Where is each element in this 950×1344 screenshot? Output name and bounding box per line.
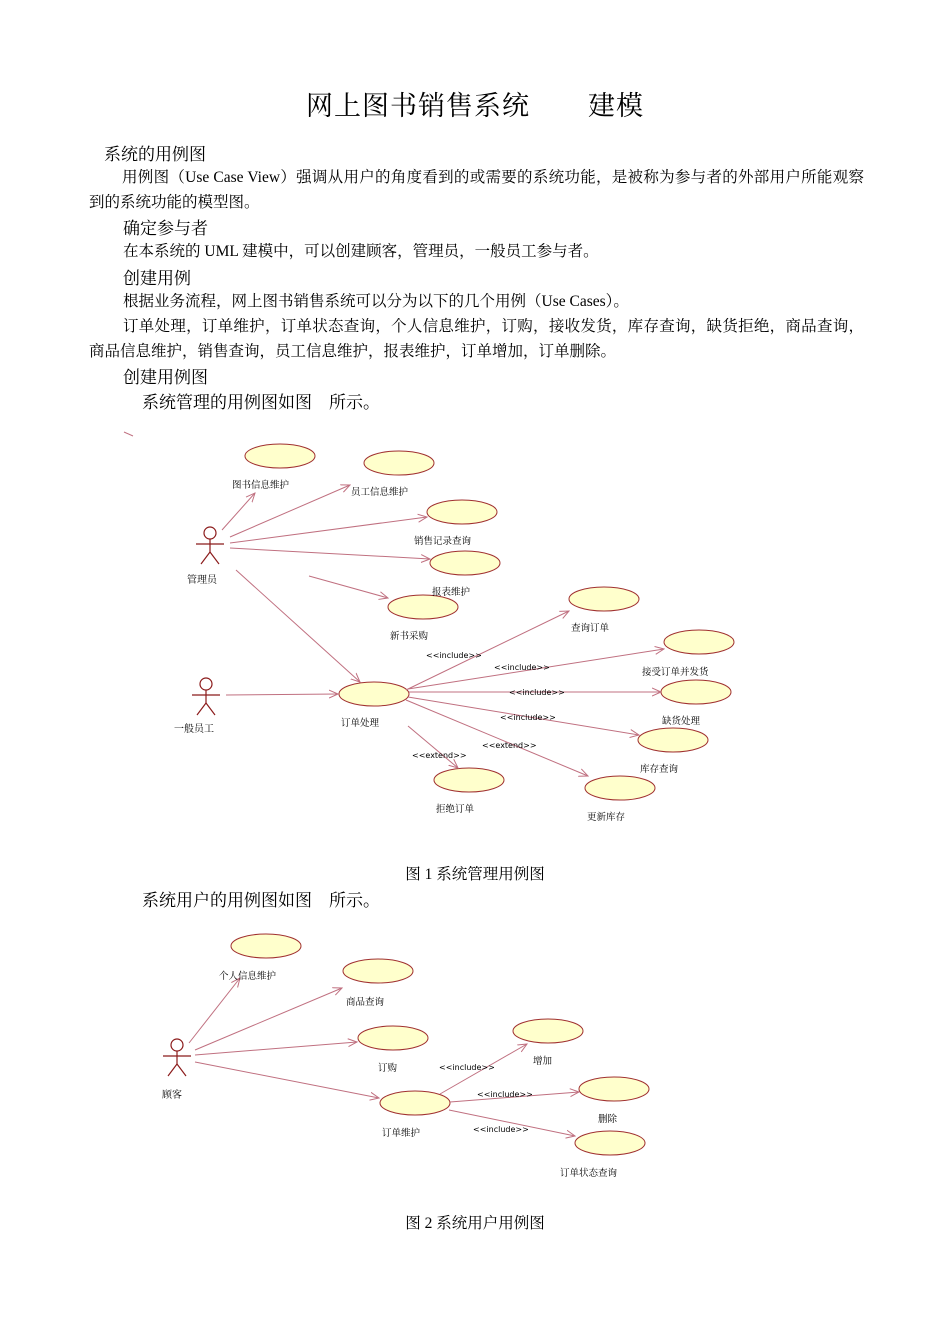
usecase-reject-order-label: 拒绝订单	[436, 804, 475, 815]
stereotype-include-2: <<include>>	[494, 663, 550, 672]
usecase-add-label: 增加	[533, 1056, 553, 1067]
actor-staff-icon	[192, 678, 220, 715]
usecases-paragraph-2: 订单处理，订单维护，订单状态查询，个人信息维护，订购，接收发货，库存查询，缺货拒绝，商品查询，商品信息维护，销售查询，员工信息维护，报表维护，订单增加，订单删除。	[89, 318, 864, 360]
usecase-order-process-label: 订单处理	[341, 718, 380, 729]
actors-paragraph: 在本系统的 UML 建模中，可以创建顾客，管理员，一般员工参与者。	[123, 243, 599, 260]
stereotype-include-1: <<include>>	[426, 651, 482, 660]
actor-admin-icon	[196, 527, 224, 564]
usecase-update-stock	[585, 776, 655, 800]
usecase-shortage-label: 缺货处理	[662, 716, 701, 727]
usecase-accept-ship-label: 接受订单并发货	[642, 667, 709, 678]
usecase-query-order-label: 查询订单	[571, 623, 610, 634]
usecase-product-query-label: 商品查询	[346, 997, 385, 1008]
figure1-caption: 图 1 系统管理用例图	[405, 866, 545, 883]
usecase-sales-query-label: 销售记录查询	[414, 536, 472, 547]
figure2-caption: 图 2 系统用户用例图	[405, 1215, 545, 1232]
usecase-stock-query-label: 库存查询	[640, 764, 679, 775]
stereotype-extend-1: <<extend>>	[482, 741, 537, 750]
usecase-add	[513, 1019, 583, 1043]
usecase-order-maint	[380, 1091, 450, 1115]
usecase-staff-info	[364, 451, 434, 475]
usecase-accept-ship	[664, 630, 734, 654]
usecase-delete-label: 删除	[598, 1114, 618, 1125]
usecase-report	[430, 551, 500, 575]
usecase-staff-info-label: 员工信息维护	[351, 487, 409, 498]
usecase-update-stock-label: 更新库存	[587, 812, 626, 823]
heading-actors: 确定参与者	[123, 219, 208, 239]
title-suffix: 建模	[588, 91, 644, 122]
stereotype-include-5: <<include>>	[439, 1063, 495, 1072]
usecase-query-order	[569, 587, 639, 611]
fig1-intro: 系统管理的用例图如图 所示。	[142, 393, 380, 413]
title-main: 网上图书销售系统	[306, 91, 530, 122]
stereotype-include-6: <<include>>	[477, 1090, 533, 1099]
heading-usecases: 创建用例	[123, 269, 191, 289]
usecase-report-label: 报表维护	[432, 587, 471, 598]
usecase-new-purchase	[388, 595, 458, 619]
heading-use-case-diagram: 系统的用例图	[104, 145, 206, 165]
usecase-order-status-label: 订单状态查询	[560, 1168, 618, 1179]
heading-diagram: 创建用例图	[123, 368, 208, 388]
actor-customer-icon	[163, 1039, 191, 1076]
usecase-stock-query	[638, 728, 708, 752]
usecase-shortage	[661, 680, 731, 704]
fig2-intro: 系统用户的用例图如图 所示。	[142, 891, 380, 911]
usecase-order-process	[339, 682, 409, 706]
stereotype-include-7: <<include>>	[473, 1125, 529, 1134]
actor-customer-label: 顾客	[162, 1090, 182, 1101]
stereotype-extend-2: <<extend>>	[412, 751, 467, 760]
usecase-order	[358, 1026, 428, 1050]
usecase-personal-info	[231, 934, 301, 958]
usecase-book-info	[245, 444, 315, 468]
actor-staff-label: 一般员工	[174, 724, 214, 735]
usecase-new-purchase-label: 新书采购	[390, 631, 429, 642]
usecase-product-query	[343, 959, 413, 983]
usecase-delete	[579, 1077, 649, 1101]
usecase-book-info-label: 图书信息维护	[232, 480, 290, 491]
usecase-order-label: 订购	[378, 1063, 398, 1074]
usecase-reject-order	[434, 768, 504, 792]
intro-paragraph: 用例图（Use Case View）强调从用户的角度看到的或需要的系统功能，是被称为参与者的外部用户所能观察到的系统功能的模型图。	[89, 169, 864, 211]
usecases-paragraph-1: 根据业务流程，网上图书销售系统可以分为以下的几个用例（Use Cases）。	[123, 293, 629, 310]
usecase-sales-query	[427, 500, 497, 524]
actor-admin-label: 管理员	[187, 575, 217, 586]
stereotype-include-3: <<include>>	[509, 688, 565, 697]
usecase-personal-info-label: 个人信息维护	[219, 971, 277, 982]
stereotype-include-4: <<include>>	[500, 713, 556, 722]
usecase-order-maint-label: 订单维护	[382, 1128, 421, 1139]
usecase-order-status	[575, 1131, 645, 1155]
